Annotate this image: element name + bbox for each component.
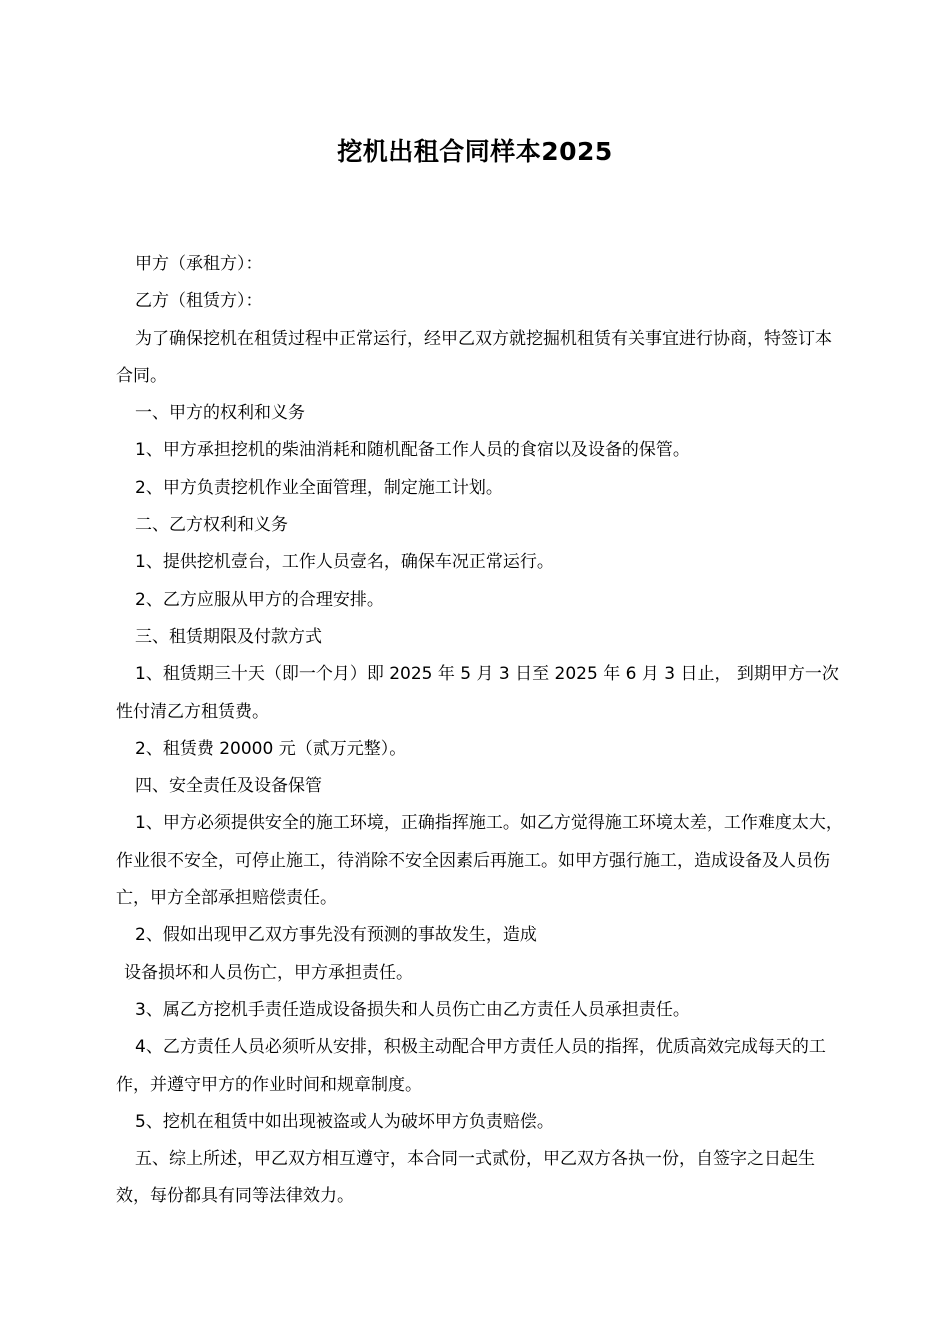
clause-4-3: 3、属乙方挖机手责任造成设备损失和人员伤亡由乙方责任人员承担责任。 (135, 999, 690, 1020)
preamble-paragraph: 为了确保挖机在租赁过程中正常运行，经甲乙双方就挖掘机租赁有关事宜进行协商，特签订本合同。 (116, 328, 832, 386)
clause-1-1: 1、甲方承担挖机的柴油消耗和随机配备工作人员的食宿以及设备的保管。 (135, 440, 690, 461)
clause-2-1: 1、提供挖机壹台，工作人员壹名，确保车况正常运行。 (135, 552, 554, 573)
section-heading-1: 一、甲方的权利和义务 (135, 403, 305, 424)
clause-4-2: 2、假如出现甲乙双方事先没有预测的事故发生，造成 (135, 925, 537, 946)
clause-4-5: 5、挖机在租赁中如出现被盗或人为破坏甲方负责赔偿。 (135, 1111, 554, 1132)
clause-4-4: 4、乙方责任人员必须听从安排，积极主动配合甲方责任人员的指挥，优质高效完成每天的工作，并遵守甲方的作业时间和规章制度。 (116, 1037, 826, 1095)
clause-3-1: 1、租赁期三十天（即一个月）即 2025 年 5 月 3 日至 2025 年 6 月 3 日止， 到期甲方一次性付清乙方租赁费。 (116, 664, 839, 722)
section-heading-3: 三、租赁期限及付款方式 (135, 626, 322, 647)
party-b-line: 乙方（租赁方）： (135, 291, 263, 312)
section-5-paragraph: 五、综上所述，甲乙双方相互遵守，本合同一式贰份，甲乙双方各执一份，自签字之日起生效，每份都具有同等法律效力。 (116, 1149, 815, 1207)
clause-2-2: 2、乙方应服从甲方的合理安排。 (135, 589, 384, 610)
document-body (116, 246, 844, 1216)
document-title: 挖机出租合同样本2025 (337, 137, 613, 166)
clause-1-2: 2、甲方负责挖机作业全面管理，制定施工计划。 (135, 477, 503, 498)
clause-4-2-continued: 设备损坏和人员伤亡，甲方承担责任。 (124, 962, 413, 983)
section-heading-2: 二、乙方权利和义务 (135, 515, 288, 536)
clause-4-1: 1、甲方必须提供安全的施工环境，正确指挥施工。如乙方觉得施工环境太差，工作难度太大，作业很不安全，可停止施工，待消除不安全因素后再施工。如甲方强行施工，造成设备及人员伤亡，甲方全部承担赔偿责任。 (116, 813, 843, 909)
clause-3-2: 2、租赁费 20000 元（贰万元整）。 (135, 738, 407, 759)
party-a-line: 甲方（承租方）： (135, 254, 263, 274)
section-heading-4: 四、安全责任及设备保管 (135, 776, 322, 797)
